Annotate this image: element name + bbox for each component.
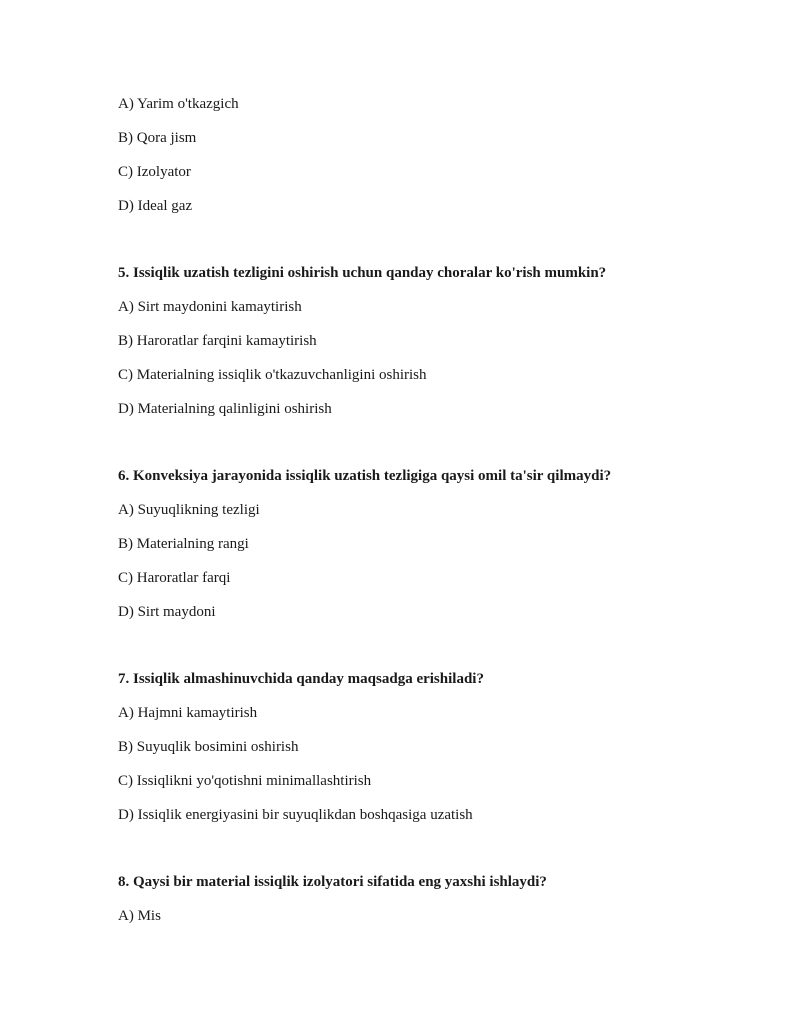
question-6: 6. Konveksiya jarayonida issiqlik uzatish tezligiga qaysi omil ta'sir qilmaydi? <box>118 468 612 484</box>
option-a: A) Hajmni kamaytirish <box>118 705 258 721</box>
option-c: C) Haroratlar farqi <box>118 570 231 586</box>
option-d: D) Issiqlik energiyasini bir suyuqlikdan boshqasiga uzatish <box>118 807 473 823</box>
option-a: A) Sirt maydonini kamaytirish <box>118 299 302 315</box>
option-a: A) Yarim o'tkazgich <box>118 96 239 112</box>
option-c: C) Izolyator <box>118 164 191 180</box>
option-d: D) Materialning qalinligini oshirish <box>118 401 332 417</box>
option-d: D) Sirt maydoni <box>118 604 216 620</box>
option-b: B) Suyuqlik bosimini oshirish <box>118 739 299 755</box>
option-a: A) Suyuqlikning tezligi <box>118 502 260 518</box>
question-7: 7. Issiqlik almashinuvchida qanday maqsadga erishiladi? <box>118 671 484 687</box>
option-b: B) Haroratlar farqini kamaytirish <box>118 333 317 349</box>
question-8: 8. Qaysi bir material issiqlik izolyatori sifatida eng yaxshi ishlaydi? <box>118 874 547 890</box>
option-b: B) Materialning rangi <box>118 536 249 552</box>
option-a: A) Mis <box>118 908 161 924</box>
option-c: C) Materialning issiqlik o'tkazuvchanligini oshirish <box>118 367 427 383</box>
option-b: B) Qora jism <box>118 130 197 146</box>
question-5: 5. Issiqlik uzatish tezligini oshirish uchun qanday choralar ko'rish mumkin? <box>118 265 607 281</box>
option-c: C) Issiqlikni yo'qotishni minimallashtirish <box>118 773 372 789</box>
option-d: D) Ideal gaz <box>118 198 193 214</box>
